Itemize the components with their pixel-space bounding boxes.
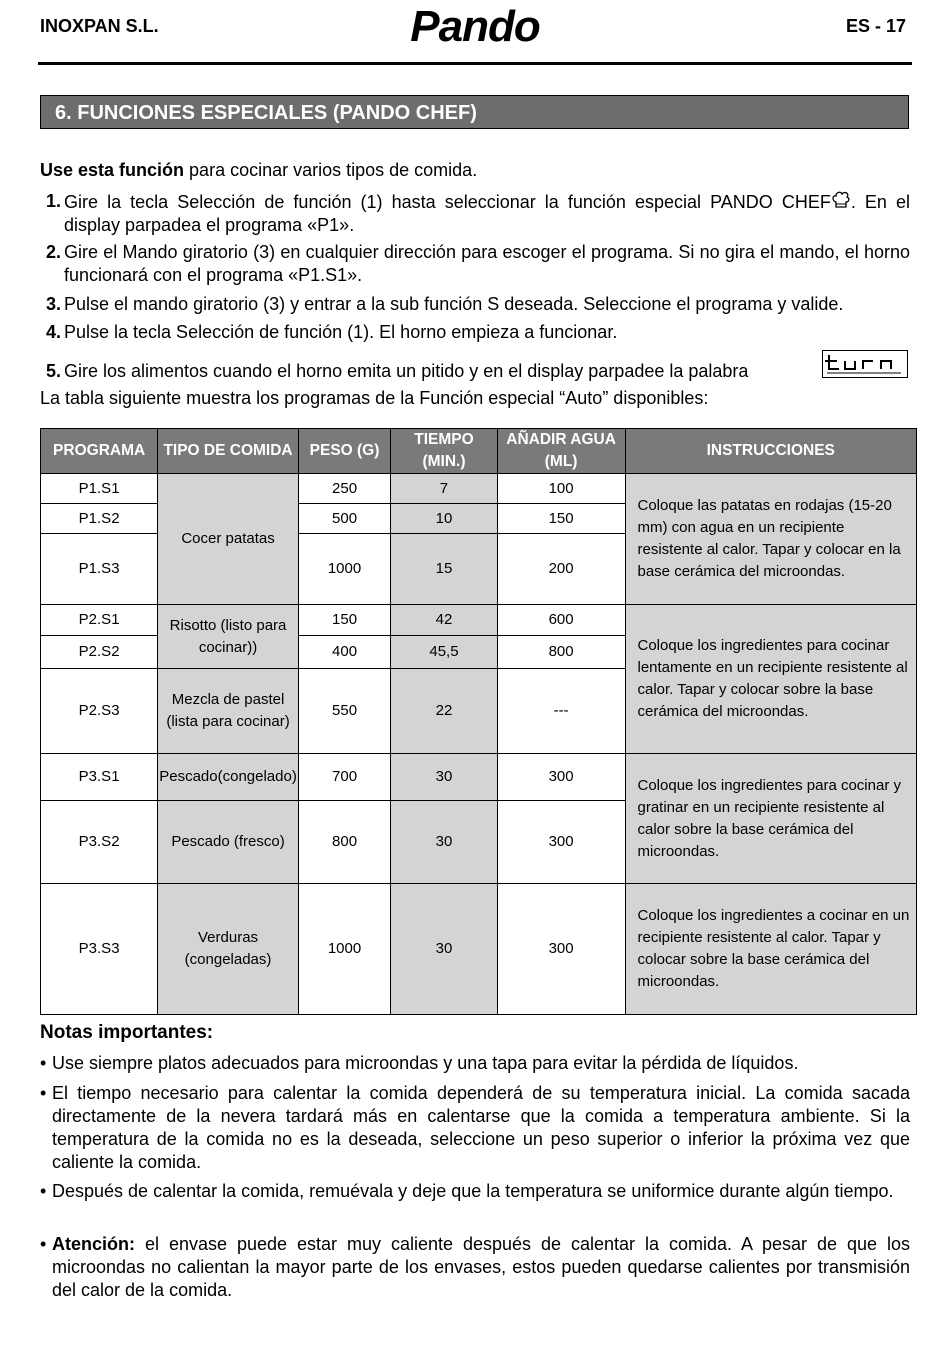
- cell-tiempo: 30: [391, 801, 497, 884]
- bullet-icon: •: [40, 1053, 47, 1073]
- note-item: [40, 1082, 910, 1174]
- table-row: [41, 884, 917, 1015]
- step-text: Gire los alimentos cuando el horno emita un pitido y en el display parpadee la palabra: [64, 361, 749, 381]
- cell-instructions: Coloque las patatas en rodajas (15-20 mm) con agua en un recipiente resistente al calor. Tapar y colocar en la base cerámica del microondas.: [625, 474, 917, 605]
- step-number: 4.: [46, 322, 62, 342]
- intro-text: para cocinar varios tipos de comida.: [184, 160, 478, 180]
- cell-peso: 500: [298, 504, 390, 534]
- bullet-icon: •: [40, 1234, 47, 1254]
- cell-peso: 1000: [298, 884, 390, 1015]
- cell-programa: P3.S3: [41, 884, 158, 1015]
- step-text: Pulse el mando giratorio (3) y entrar a la sub función S deseada. Seleccione el programa y valide.: [64, 294, 844, 314]
- header-tipo-comida: TIPO DE COMIDA: [158, 429, 299, 474]
- cell-programa: P1.S1: [41, 474, 158, 504]
- bullet-icon: •: [40, 1181, 47, 1201]
- cell-tiempo: 15: [391, 534, 497, 605]
- step-text-post: . En el display parpadea el programa «P1».: [64, 192, 911, 235]
- cell-food-type: Cocer patatas: [158, 474, 299, 605]
- table-row: [41, 605, 917, 636]
- cell-programa: P2.S3: [41, 669, 158, 754]
- intro-bold: Use esta función: [40, 160, 185, 180]
- step-4: [40, 321, 910, 344]
- note-text: El tiempo necesario para calentar la comida dependerá de su temperatura inicial. La comida sacada directamente de la nevera tardará más en calentarse que la comida a temperatura ambiente. Si la temperatura de la comida no es la deseada, seleccione un peso superior o inferior la próxima vez que caliente la comida.: [52, 1083, 910, 1172]
- cell-agua: ---: [497, 669, 625, 754]
- cell-food-type: Verduras (congeladas): [158, 884, 299, 1015]
- section-title: 6. FUNCIONES ESPECIALES (PANDO CHEF): [40, 95, 909, 129]
- cell-instructions: Coloque los ingredientes para cocinar lentamente en un recipiente resistente al calor. Tapar y colocar sobre la base cerámica del microondas.: [625, 605, 917, 754]
- cell-agua: 600: [497, 605, 625, 636]
- step-1: [40, 190, 910, 236]
- step-text: [64, 190, 910, 237]
- page-number: ES - 17: [845, 16, 906, 36]
- cell-programa: P1.S2: [41, 504, 158, 534]
- cell-peso: 700: [298, 754, 390, 801]
- table-row: [41, 474, 917, 504]
- table-intro: La tabla siguiente muestra los programas de la Función especial “Auto” disponibles:: [40, 388, 709, 408]
- cell-tiempo: 45,5: [391, 636, 497, 669]
- cell-food-type: Pescado (fresco): [158, 801, 299, 884]
- cell-programa: P2.S1: [41, 605, 158, 636]
- step-number: 5.: [46, 361, 62, 381]
- header-divider: [38, 62, 912, 65]
- note-text: [52, 1233, 910, 1302]
- cell-agua: 300: [497, 754, 625, 801]
- cell-programa: P2.S2: [41, 636, 158, 669]
- cell-food-type: Mezcla de pastel (lista para cocinar): [158, 669, 299, 754]
- step-text: Gire el Mando giratorio (3) en cualquier dirección para escoger el programa. Si no gira el mando, el horno funcionará con el programa «P1.S1».: [64, 242, 910, 285]
- step-3: [40, 293, 910, 316]
- cell-agua: 100: [497, 474, 625, 504]
- cell-agua: 200: [497, 534, 625, 605]
- cell-programa: P3.S1: [41, 754, 158, 801]
- cell-peso: 150: [298, 605, 390, 636]
- cell-food-type: Pescado(congelado): [158, 754, 299, 801]
- cell-tiempo: 22: [391, 669, 497, 754]
- cell-peso: 800: [298, 801, 390, 884]
- step-number: 2.: [46, 242, 62, 262]
- notes-title: Notas importantes:: [40, 1022, 214, 1043]
- step-text-pre: Gire la tecla Selección de función (1) hasta seleccionar la función especial PANDO CHEF: [64, 192, 831, 212]
- attention-label: Atención:: [52, 1234, 135, 1254]
- cell-agua: 800: [497, 636, 625, 669]
- cell-peso: 550: [298, 669, 390, 754]
- brand-logo: Pando: [410, 2, 540, 51]
- bullet-icon: •: [40, 1083, 47, 1103]
- note-text: Use siempre platos adecuados para microondas y una tapa para evitar la pérdida de líquidos.: [52, 1053, 799, 1073]
- cell-programa: P1.S3: [41, 534, 158, 605]
- note-item-attention: [40, 1233, 910, 1303]
- cell-agua: 300: [497, 884, 625, 1015]
- header-tiempo: TIEMPO (MIN.): [391, 429, 497, 474]
- company-name: INOXPAN S.L.: [40, 16, 159, 36]
- step-5: [40, 360, 910, 383]
- table-header-row: [41, 429, 917, 474]
- cell-agua: 150: [497, 504, 625, 534]
- cell-programa: P3.S2: [41, 801, 158, 884]
- cell-peso: 400: [298, 636, 390, 669]
- attention-text: el envase puede estar muy caliente después de calentar la comida. A pesar de que los microondas no calientan la mayor parte de los envases, estos pueden quedarse calientes por transmisión del calor de la comida.: [52, 1234, 910, 1300]
- cell-agua: 300: [497, 801, 625, 884]
- note-text: Después de calentar la comida, remuévala y deje que la temperatura se uniformice durante algún tiempo.: [52, 1181, 894, 1201]
- cell-instructions: Coloque los ingredientes para cocinar y gratinar en un recipiente resistente al calor sobre la base cerámica del microondas.: [625, 754, 917, 884]
- step-number: 1.: [46, 191, 62, 211]
- turn-display-icon: [822, 350, 908, 378]
- cell-tiempo: 30: [391, 884, 497, 1015]
- chef-hat-icon: [831, 190, 851, 210]
- cell-instructions: Coloque los ingredientes a cocinar en un recipiente resistente al calor. Tapar y colocar sobre la base cerámica del microondas.: [625, 884, 917, 1015]
- cell-tiempo: 30: [391, 754, 497, 801]
- note-item: [40, 1052, 910, 1075]
- cell-tiempo: 10: [391, 504, 497, 534]
- table-row: [41, 754, 917, 801]
- step-number: 3.: [46, 294, 62, 314]
- cell-tiempo: 7: [391, 474, 497, 504]
- step-2: [40, 241, 910, 287]
- header-instrucciones: INSTRUCCIONES: [625, 429, 917, 474]
- header-agua: AÑADIR AGUA (ML): [497, 429, 625, 474]
- header-peso: PESO (G): [298, 429, 390, 474]
- cell-peso: 250: [298, 474, 390, 504]
- note-item: [40, 1180, 910, 1226]
- programs-table: [40, 428, 917, 1015]
- intro-paragraph: [40, 160, 477, 181]
- header-programa: PROGRAMA: [41, 429, 158, 474]
- step-text: Pulse la tecla Selección de función (1). El horno empieza a funcionar.: [64, 322, 618, 342]
- cell-tiempo: 42: [391, 605, 497, 636]
- cell-peso: 1000: [298, 534, 390, 605]
- cell-food-type: Risotto (listo para cocinar)): [158, 605, 299, 669]
